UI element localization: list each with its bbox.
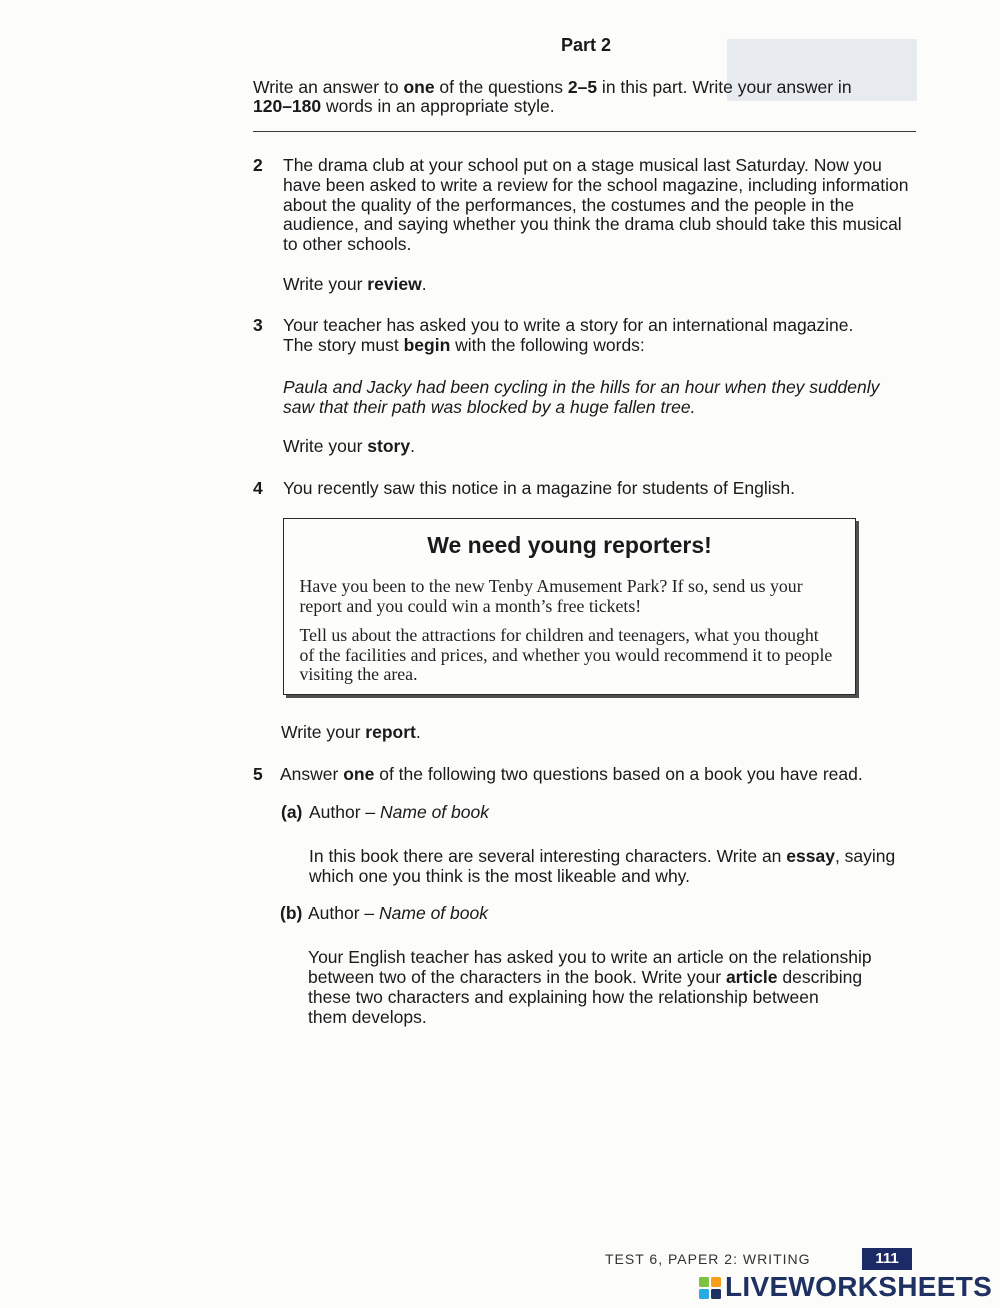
question-5-text (280, 765, 863, 785)
task-text: Write your (283, 274, 368, 294)
option-book-reference (309, 803, 489, 823)
option-b-text (308, 947, 872, 1027)
option-book-title: Name of book (380, 802, 489, 822)
instructions-text: in this part. Write your answer in (597, 77, 852, 97)
option-task-type: essay (786, 846, 835, 866)
story-opening-line: saw that their path was blocked by a huge fallen tree. (283, 396, 696, 417)
question-text: The story must (283, 334, 404, 355)
instructions-line (253, 78, 852, 97)
question-3-text (283, 316, 853, 356)
question-4-task (281, 723, 421, 743)
task-type: story (367, 436, 411, 456)
instructions-word-count: 120–180 (253, 95, 322, 116)
option-a-text (309, 846, 895, 886)
task-type: report (365, 722, 416, 742)
question-text: Your teacher has asked you to write a story for an international magazine. (283, 315, 854, 335)
question-line: about the quality of the performances, the costumes and the people in the (283, 194, 855, 215)
option-text: In this book there are several interesting characters. Write an (309, 846, 787, 866)
question-number: 2 (253, 155, 263, 175)
task-text: Write your (283, 436, 368, 456)
question-number: 3 (253, 315, 263, 335)
question-line: to other schools. (283, 234, 412, 255)
question-text: of the following two questions based on a book you have read. (374, 764, 863, 784)
task-type: review (367, 274, 422, 294)
option-author: Author – (309, 802, 381, 822)
option-line (309, 846, 895, 866)
running-head: TEST 6, PAPER 2: WRITING (605, 1251, 811, 1267)
question-2-task (283, 275, 427, 295)
question-line: The drama club at your school put on a stage musical last Saturday. Now you (283, 155, 882, 175)
liveworksheets-logo-icon (699, 1277, 721, 1299)
option-text: between two of the characters in the book. Write your (308, 967, 726, 987)
option-line (309, 866, 895, 886)
question-line: You recently saw this notice in a magazine for students of English. (283, 478, 796, 498)
instructions-line (253, 97, 852, 116)
question-3-task (283, 437, 415, 457)
instructions-text: words in an appropriate style. (321, 95, 555, 116)
option-label: (b) (280, 903, 303, 923)
option-book-reference (308, 904, 488, 924)
question-line: audience, and saying whether you think the drama club should take this musical (283, 214, 902, 235)
option-text: , saying (834, 846, 896, 866)
page-number-badge: 111 (862, 1248, 912, 1270)
notice-line: report and you could win a month’s free tickets! (299, 595, 642, 616)
notice-paragraph (300, 577, 803, 616)
instructions (253, 78, 852, 115)
option-text: which one you think is the most likeable and why. (309, 866, 690, 886)
notice-box (283, 518, 856, 695)
story-opening-words (283, 378, 879, 418)
question-number: 5 (253, 764, 263, 784)
instructions-question-range: 2–5 (567, 77, 598, 97)
question-number: 4 (253, 478, 263, 498)
instructions-emphasis: one (403, 77, 435, 97)
question-line (283, 336, 853, 356)
question-emphasis: one (343, 764, 375, 784)
option-text: Your English teacher has asked you to write an article on the relationship (308, 947, 872, 967)
question-line: have been asked to write a review for the school magazine, including information (283, 174, 909, 195)
question-line (280, 765, 863, 785)
task-text: . (410, 436, 415, 456)
notice-line: Have you been to the new Tenby Amusement Park? If so, send us your (299, 576, 803, 596)
option-text: describing (777, 967, 863, 987)
story-opening-line: Paula and Jacky had been cycling in the hills for an hour when they suddenly (283, 377, 880, 397)
notice-line: visiting the area. (299, 664, 418, 685)
task-text: Write your (281, 722, 366, 742)
liveworksheets-brand: LIVEWORKSHEETS (725, 1271, 993, 1302)
option-author: Author – (308, 903, 380, 923)
section-divider (253, 131, 916, 132)
question-emphasis: begin (403, 334, 451, 355)
option-text: them develops. (308, 1007, 427, 1027)
question-text: with the following words: (450, 334, 645, 355)
instructions-text: of the questions (434, 77, 568, 97)
notice-paragraph (300, 626, 833, 685)
question-4-text (283, 479, 795, 499)
option-line (308, 947, 872, 967)
notice-line: of the facilities and prices, and whether you would recommend it to people (299, 644, 833, 665)
question-2-text (283, 156, 909, 255)
option-text: these two characters and explaining how the relationship between (308, 987, 819, 1007)
task-text: . (421, 274, 427, 294)
task-text: . (415, 722, 421, 742)
option-line (308, 967, 872, 987)
notice-line: Tell us about the attractions for children and teenagers, what you thought (299, 625, 819, 645)
instructions-text: Write an answer to (253, 77, 404, 97)
question-text: Answer (280, 764, 344, 784)
question-line (283, 316, 853, 336)
part-heading: Part 2 (560, 35, 612, 55)
option-line (308, 1007, 872, 1027)
option-line (308, 987, 872, 1007)
option-task-type: article (725, 967, 778, 987)
option-label: (a) (281, 802, 303, 822)
notice-title: We need young reporters! (427, 532, 712, 558)
option-book-title: Name of book (379, 903, 488, 923)
